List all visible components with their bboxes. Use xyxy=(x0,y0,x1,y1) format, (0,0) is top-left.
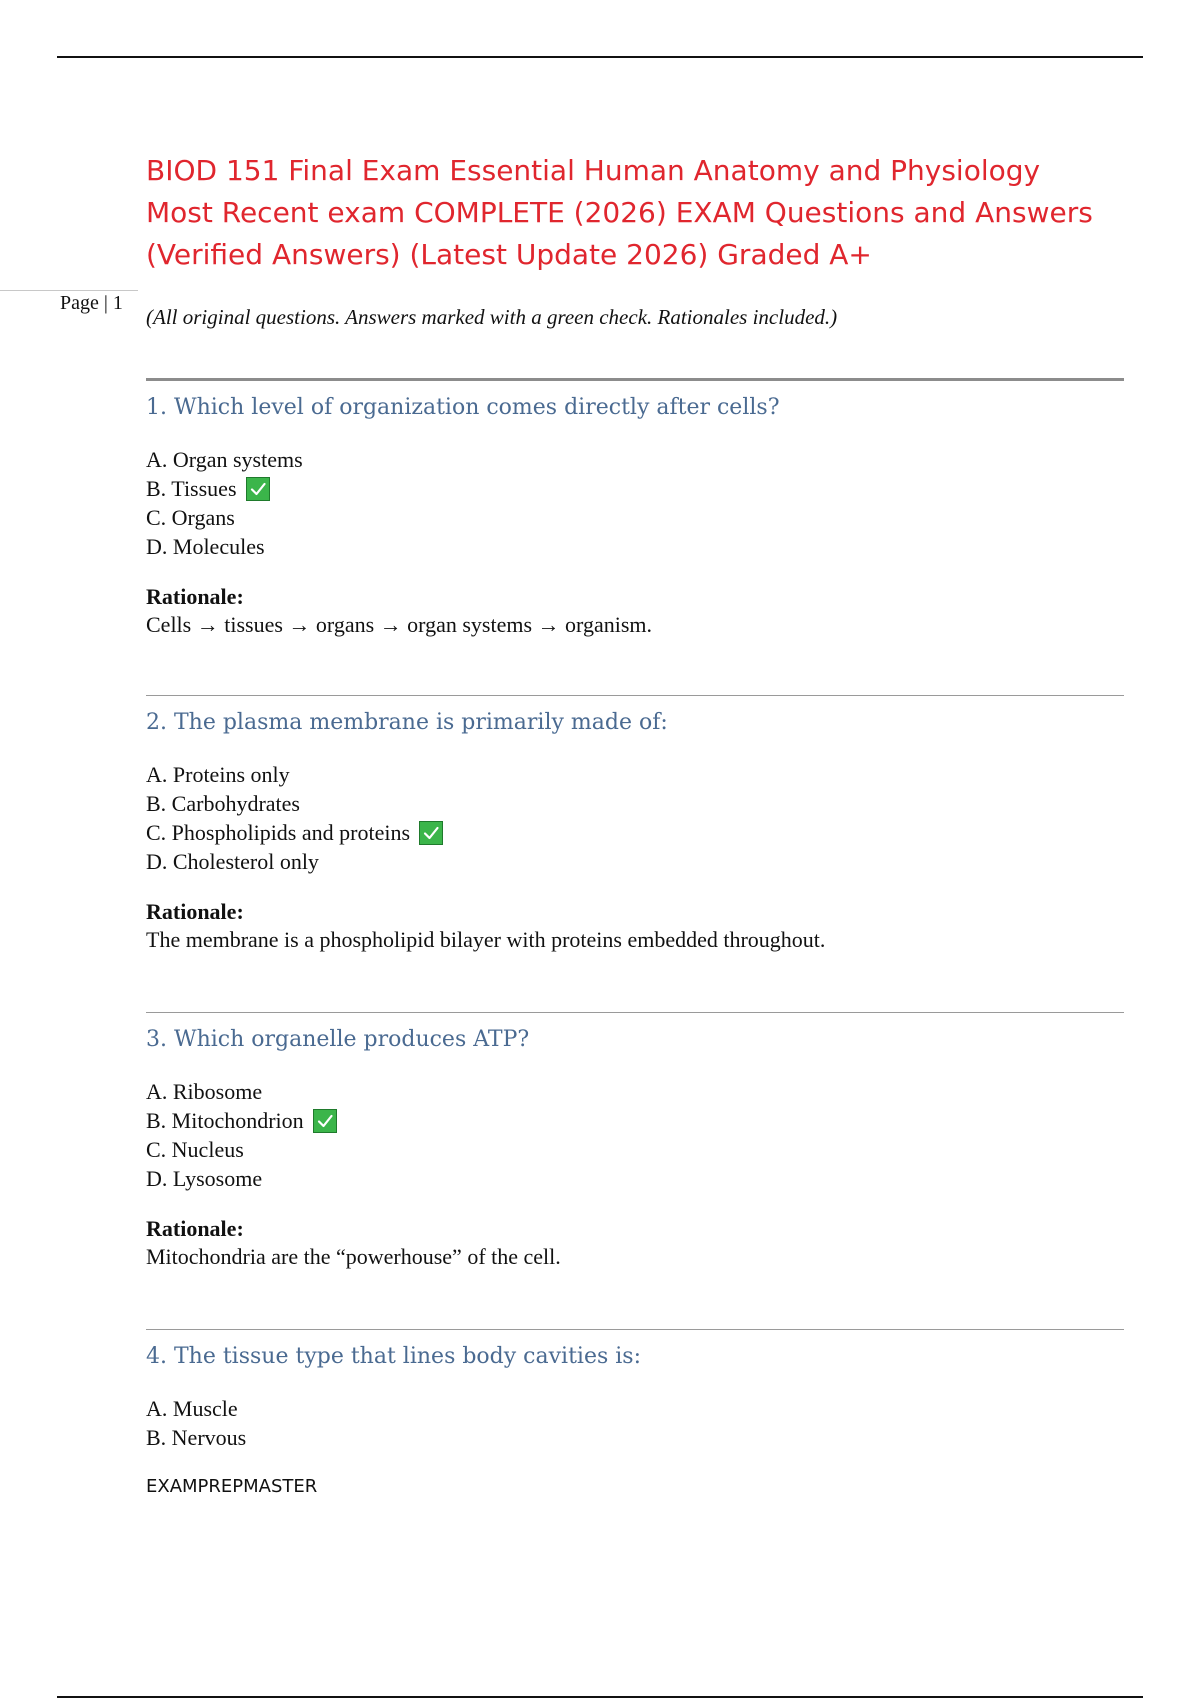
question-heading: 4. The tissue type that lines body cavities is: xyxy=(146,1344,641,1369)
question-heading: 1. Which level of organization comes directly after cells? xyxy=(146,395,780,420)
question-heading: 2. The plasma membrane is primarily made of: xyxy=(146,710,668,735)
answer-option-correct: B. Tissues xyxy=(146,474,1124,503)
title-line: BIOD 151 Final Exam Essential Human Anatomy and Physiology xyxy=(146,154,1041,187)
question-heading: 3. Which organelle produces ATP? xyxy=(146,1027,530,1052)
rationale-label: Rationale: xyxy=(146,899,244,924)
question-2 xyxy=(146,695,1124,954)
page-number: Page | 1 xyxy=(60,292,123,314)
title-line: (Verified Answers) (Latest Update 2026) Graded A+ xyxy=(146,238,872,271)
margin-rule xyxy=(0,290,138,291)
check-mark-icon xyxy=(313,1109,337,1133)
answer-option: D. Lysosome xyxy=(146,1166,263,1191)
answer-option: C. Nucleus xyxy=(146,1137,244,1162)
answer-options xyxy=(146,1394,1124,1452)
answer-options xyxy=(146,445,1124,561)
question-4 xyxy=(146,1329,1124,1452)
rationale-text: Mitochondria are the “powerhouse” of the cell. xyxy=(146,1244,561,1269)
rationale-label: Rationale: xyxy=(146,584,244,609)
answer-option: A. Ribosome xyxy=(146,1079,263,1104)
rationale-text: The membrane is a phospholipid bilayer with proteins embedded throughout. xyxy=(146,927,826,952)
section-divider xyxy=(146,1012,1124,1013)
section-divider xyxy=(146,378,1124,381)
document-title xyxy=(146,150,1126,276)
document-subtitle: (All original questions. Answers marked with a green check. Rationales included.) xyxy=(146,305,838,329)
answer-option: B. Nervous xyxy=(146,1425,247,1450)
header-rule xyxy=(57,56,1143,58)
footer-rule xyxy=(57,1696,1143,1698)
answer-option: A. Proteins only xyxy=(146,762,290,787)
answer-option-correct: B. Mitochondrion xyxy=(146,1106,1124,1135)
rationale-label: Rationale: xyxy=(146,1216,244,1241)
answer-option: A. Muscle xyxy=(146,1396,238,1421)
answer-option: D. Cholesterol only xyxy=(146,849,319,874)
title-line: Most Recent exam COMPLETE (2026) EXAM Questions and Answers xyxy=(146,196,1093,229)
section-divider xyxy=(146,695,1124,696)
check-mark-icon xyxy=(246,477,270,501)
section-divider xyxy=(146,1329,1124,1330)
rationale-text: Cells → tissues → organs → organ systems → organism. xyxy=(146,612,652,637)
answer-option: D. Molecules xyxy=(146,534,265,559)
answer-option: B. Carbohydrates xyxy=(146,791,300,816)
answer-option-correct: C. Phospholipids and proteins xyxy=(146,818,1124,847)
question-1 xyxy=(146,378,1124,639)
answer-options xyxy=(146,1077,1124,1193)
footer-brand: EXAMPREPMASTER xyxy=(146,1476,318,1497)
question-3 xyxy=(146,1012,1124,1271)
answer-options xyxy=(146,760,1124,876)
check-mark-icon xyxy=(419,821,443,845)
answer-option: A. Organ systems xyxy=(146,447,303,472)
answer-option: C. Organs xyxy=(146,505,235,530)
